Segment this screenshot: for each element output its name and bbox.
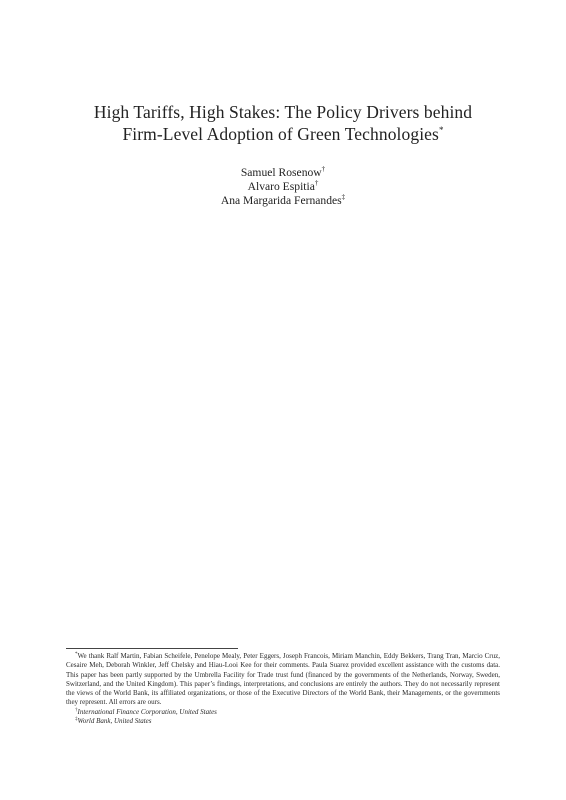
- affiliation-footnote-2: [66, 717, 500, 726]
- author-affiliation-mark[interactable]: †: [321, 165, 326, 173]
- author-affiliation-mark[interactable]: ‡: [341, 193, 346, 201]
- acknowledgement-text: We thank Ralf Martin, Fabian Scheifele, Penelope Mealy, Peter Eggers, Joseph Francois, Miriam Manchin, Eddy Bekkers, Trang Tran, Marcio Cruz, Cesaire Meh, Deborah Winkler, Jeff Chelsky and Hiau-Looi Kee for their comments. Paula Suarez provided excellent assistance with the customs data. This paper has been partly supported by the Umbrella Facility for Trade trust fund (financed by the governments of the Netherlands, Norway, Sweden, Switzerland, and the United Kingdom). This paper’s findings, interpretations, and conclusions are entirely the authors. They do not necessarily represent the views of the World Bank, its affiliated organizations, or those of the Executive Directors of the World Bank, their Managements, or the governments they represent. All errors are ours.: [66, 652, 500, 707]
- author-affiliation-mark[interactable]: †: [314, 179, 319, 187]
- author-name: Ana Margarida Fernandes: [220, 194, 342, 207]
- author-name: Alvaro Espitia: [247, 180, 315, 193]
- author-name: Samuel Rosenow: [240, 166, 322, 179]
- footnote-divider: [66, 648, 238, 649]
- author-1: [100, 166, 466, 180]
- acknowledgement-footnote: [66, 652, 500, 708]
- footnote-mark: *: [75, 652, 78, 657]
- paper-title-line-1: High Tariffs, High Stakes: The Policy Drivers behind: [93, 102, 473, 122]
- affiliation-text: International Finance Corporation, United States: [77, 707, 217, 716]
- author-list: [100, 166, 466, 208]
- title-footnote-mark[interactable]: *: [438, 125, 444, 135]
- footnotes: [66, 652, 500, 726]
- affiliation-footnote-1: [66, 708, 500, 717]
- author-3: [100, 194, 466, 208]
- author-2: [100, 180, 466, 194]
- footnote-mark: ‡: [75, 717, 78, 723]
- paper-title: [60, 101, 506, 145]
- affiliation-text: World Bank, United States: [77, 717, 152, 726]
- paper-title-line-2-text: Firm-Level Adoption of Green Technologies: [122, 124, 439, 144]
- paper-title-line-2: [60, 123, 506, 145]
- footnote-mark: †: [75, 707, 78, 713]
